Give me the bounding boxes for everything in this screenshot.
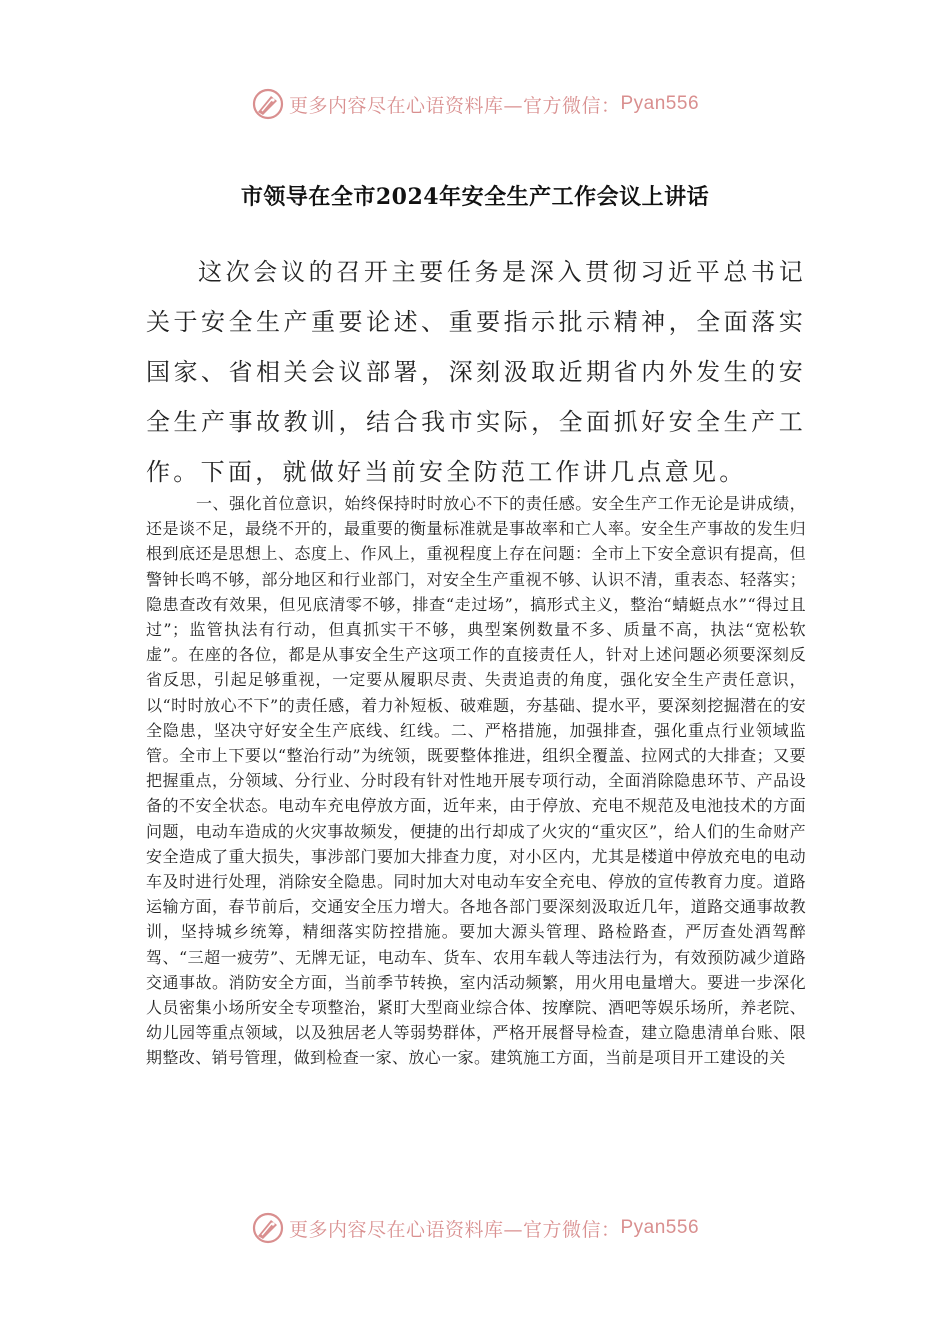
lead-paragraph: 这次会议的召开主要任务是深入贯彻习近平总书记关于安全生产重要论述、重要指示批示精神，全面落实国家、省相关会议部署，深刻汲取近期省内外发生的安全生产事故教训，结合我市实际，全面抓好安全生产工作。下面，就做好当前安全防范工作讲几点意见。: [146, 258, 806, 486]
watermark-banner-bottom: [0, 1210, 950, 1246]
pen-nib-logo-icon: [251, 87, 285, 121]
watermark-wechat-id: Pyan556: [620, 93, 700, 114]
pen-nib-logo-icon: [251, 1211, 285, 1245]
watermark-wechat-id: Pyan556: [620, 1217, 700, 1238]
watermark-text: 更多内容尽在心语资料库—官方微信：: [288, 1218, 621, 1241]
document-title: 市领导在全市2024年安全生产工作会议上讲话: [240, 184, 710, 210]
watermark-banner-top: [0, 86, 950, 122]
watermark-text: 更多内容尽在心语资料库—官方微信：: [288, 94, 621, 117]
body-paragraph: 一、强化首位意识，始终保持时时放心不下的责任感。安全生产工作无论是讲成绩，还是谈不足，最绕不开的，最重要的衡量标准就是事故率和亡人率。安全生产事故的发生归根到底还是思想上、态度上、作风上，重视程度上存在问题：全市上下安全意识有提高，但警钟长鸣不够，部分地区和行业部门，对安全生产重视不够、认识不清，重表态、轻落实；隐患查改有效果，但见底清零不够，排查“走过场”，搞形式主义，整治“蜻蜓点水”“得过且过”；监管执法有行动，但真抓实干不够，典型案例数量不多、质量不高，执法“宽松软虚”。在座的各位，都是从事安全生产这项工作的直接责任人，针对上述问题必须要深刻反省反思，引起足够重视，一定要从履职尽责、失责追责的角度，强化安全生产责任意识，以“时时放心不下”的责任感，着力补短板、破难题，夯基础、提水平，要深刻挖掘潜在的安全隐患，坚决守好安全生产底线、红线。二、严格措施，加强排查，强化重点行业领域监管。全市上下要以“整治行动”为统领，既要整体推进，组织全覆盖、拉网式的大排查；又要把握重点，分领域、分行业、分时段有针对性地开展专项行动，全面消除隐患环节、产品设备的不安全状态。电动车充电停放方面，近年来，由于停放、充电不规范及电池技术的方面问题，电动车造成的火灾事故频发，便捷的出行却成了火灾的“重灾区”，给人们的生命财产安全造成了重大损失，事涉部门要加大排查力度，对小区内，尤其是楼道中停放充电的电动车及时进行处理，消除安全隐患。同时加大对电动车安全充电、停放的宣传教育力度。道路运输方面，春节前后，交通安全压力增大。各地各部门要深刻汲取近几年，道路交通事故教训，坚持城乡统筹，精细落实防控措施。要加大源头管理、路检路查，严厉查处酒驾醉驾、“三超一疲劳”、无牌无证，电动车、货车、农用车载人等违法行为，有效预防减少道路交通事故。消防安全方面，当前季节转换，室内活动频繁，用火用电量增大。要进一步深化人员密集小场所安全专项整治，紧盯大型商业综合体、按摩院、酒吧等娱乐场所，养老院、幼儿园等重点领域，以及独居老人等弱势群体，严格开展督导检查，建立隐患清单台账、限期整改、销号管理，做到检查一家、放心一家。建筑施工方面，当前是项目开工建设的关: [146, 494, 806, 1068]
